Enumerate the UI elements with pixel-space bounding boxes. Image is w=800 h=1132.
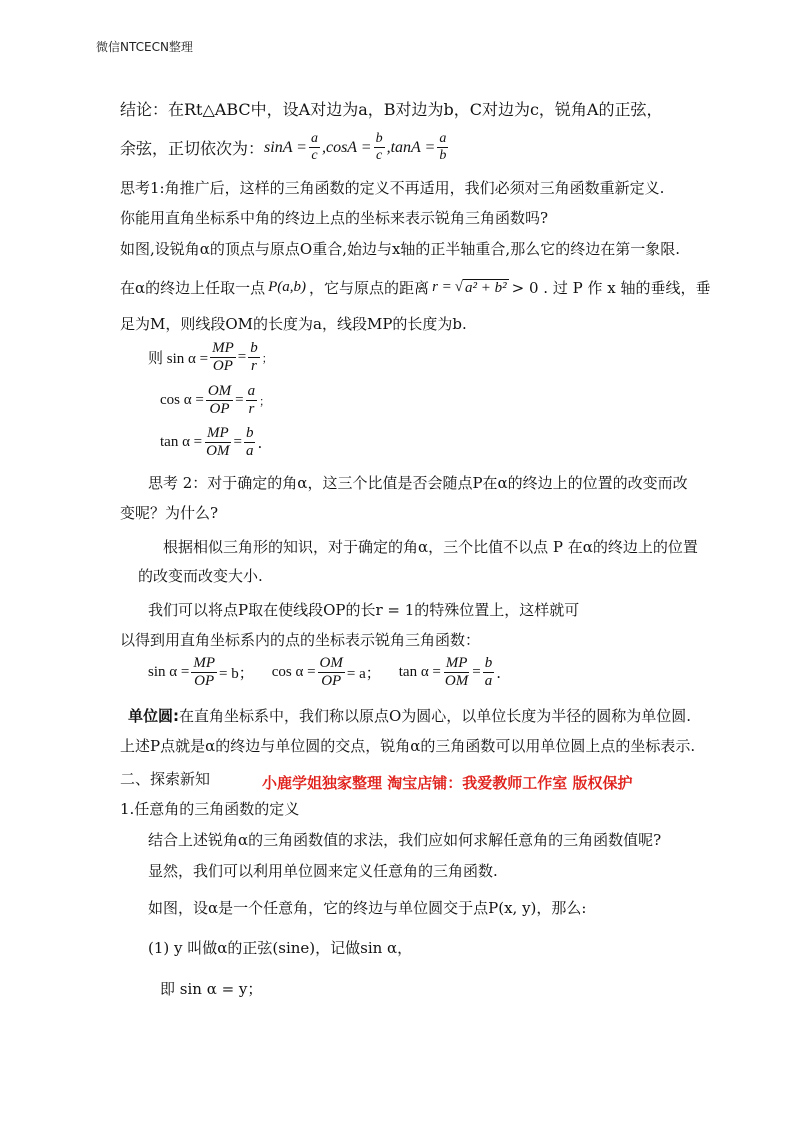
conclusion-prefix: 余弦，正切依次为：: [120, 139, 265, 159]
tan-a-lhs: ,tanA =: [386, 138, 436, 156]
unit-ratios-line: sin α = $\frac{MP}{OP}$ = b； cos α = $\frac{OM}{OP}$ = a； tan α = $\frac{MP}{OM}$ = $\frac{b}{a}$ .: [148, 655, 501, 690]
cos-ratio-fraction-2: $\frac{a}{r}$: [247, 383, 256, 418]
special-line-2: 以得到用直角坐标系内的点的坐标表示锐角三角函数：: [120, 631, 481, 649]
unit-tan-fraction-1: $\frac{MP}{OM}$: [444, 655, 469, 690]
page-header: 微信NTCECN整理: [96, 40, 193, 54]
sin-ratio-fraction-1: $\frac{MP}{OP}$: [212, 340, 234, 375]
section-2-title: 二、探索新知: [120, 770, 211, 788]
tan-ratio-fraction-2: $\frac{b}{a}$: [245, 425, 254, 460]
think2-line-1: 思考 2：对于确定的角α，这三个比值是否会随点P在α的终边上的位置的改变而改: [148, 474, 688, 492]
unit-circle-definition: 单位圆:在直角坐标系中，我们称以原点O为圆心，以单位长度为半径的圆称为单位圆.: [128, 707, 692, 725]
sin-a-fraction: $\frac{a}{c}$: [310, 131, 318, 164]
think1-line-2: 你能用直角坐标系中角的终边上点的坐标来表示锐角三角函数吗?: [120, 209, 549, 227]
watermark: 小鹿学姐独家整理 淘宝店铺：我爱教师工作室 版权保护: [262, 774, 633, 792]
cos-ratio-fraction-1: $\frac{OM}{OP}$: [207, 383, 232, 418]
think1-line-4: 在α的终边上任取一点 P(a,b) ，它与原点的距离 r = √ a² + b² > 0 . 过 P 作 x 轴的垂线，垂: [120, 279, 711, 297]
definition-line-1: 结合上述锐角α的三角函数值的求法，我们应如何求解任意角的三角函数值呢?: [148, 831, 662, 849]
conclusion-formulas: [120, 131, 450, 164]
tan-a-fraction: $\frac{a}{b}$: [439, 131, 447, 164]
tan-ratio: tan α = $\frac{MP}{OM}$ = $\frac{b}{a}$ .: [160, 425, 263, 460]
unit-tan-fraction-2: $\frac{b}{a}$: [484, 655, 493, 690]
definition-line-5: 即 sin α = y；: [160, 980, 263, 998]
definition-title: 1.任意角的三角函数的定义: [120, 800, 300, 818]
conclusion-line-1: 结论：在Rt△ABC中，设A对边为a，B对边为b，C对边为c，锐角A的正弦，: [120, 100, 663, 119]
unit-circle-line-2: 上述P点就是α的终边与单位圆的交点，锐角α的三角函数可以用单位圆上点的坐标表示.: [120, 737, 696, 755]
definition-line-2: 显然，我们可以利用单位圆来定义任意角的三角函数.: [148, 862, 498, 880]
answer-line-2: 的改变而改变大小.: [138, 567, 263, 585]
definition-line-4: (1) y 叫做α的正弦(sine)，记做sin α，: [148, 939, 413, 957]
tan-ratio-fraction-1: $\frac{MP}{OM}$: [206, 425, 230, 460]
definition-line-3: 如图，设α是一个任意角，它的终边与单位圆交于点P(x, y)，那么:: [148, 899, 587, 917]
cos-a-lhs: ,cosA =: [321, 138, 372, 156]
think2-line-2: 变呢？为什么?: [120, 504, 219, 522]
cos-a-fraction: $\frac{b}{c}$: [375, 131, 383, 164]
unit-cos-fraction: $\frac{OM}{OP}$: [319, 655, 343, 690]
cos-ratio: cos α = $\frac{OM}{OP}$ = $\frac{a}{r}$ ；: [160, 383, 271, 418]
special-line-1: 我们可以将点P取在使线段OP的长r = 1的特殊位置上，这样就可: [148, 601, 580, 619]
sqrt-expression: a² + b²: [465, 279, 507, 296]
answer-line-1: 根据相似三角形的知识，对于确定的角α，三个比值不以点 P 在α的终边上的位置: [163, 538, 698, 556]
think1-line-5: 足为M，则线段OM的长度为a，线段MP的长度为b.: [120, 315, 467, 333]
think1-line-3: 如图,设锐角α的顶点与原点O重合,始边与x轴的正半轴重合,那么它的终边在第一象限.: [120, 240, 680, 258]
sin-ratio-fraction-2: $\frac{b}{r}$: [250, 340, 258, 375]
unit-circle-label: 单位圆:: [128, 707, 179, 725]
unit-sin-fraction: $\frac{MP}{OP}$: [193, 655, 215, 690]
sin-a-lhs: sinA =: [264, 138, 307, 156]
sin-ratio: 则 sin α = $\frac{MP}{OP}$ = $\frac{b}{r}$ ；: [148, 340, 273, 375]
think1-line-1: 思考1:角推广后，这样的三角函数的定义不再适用，我们必须对三角函数重新定义.: [120, 179, 665, 197]
